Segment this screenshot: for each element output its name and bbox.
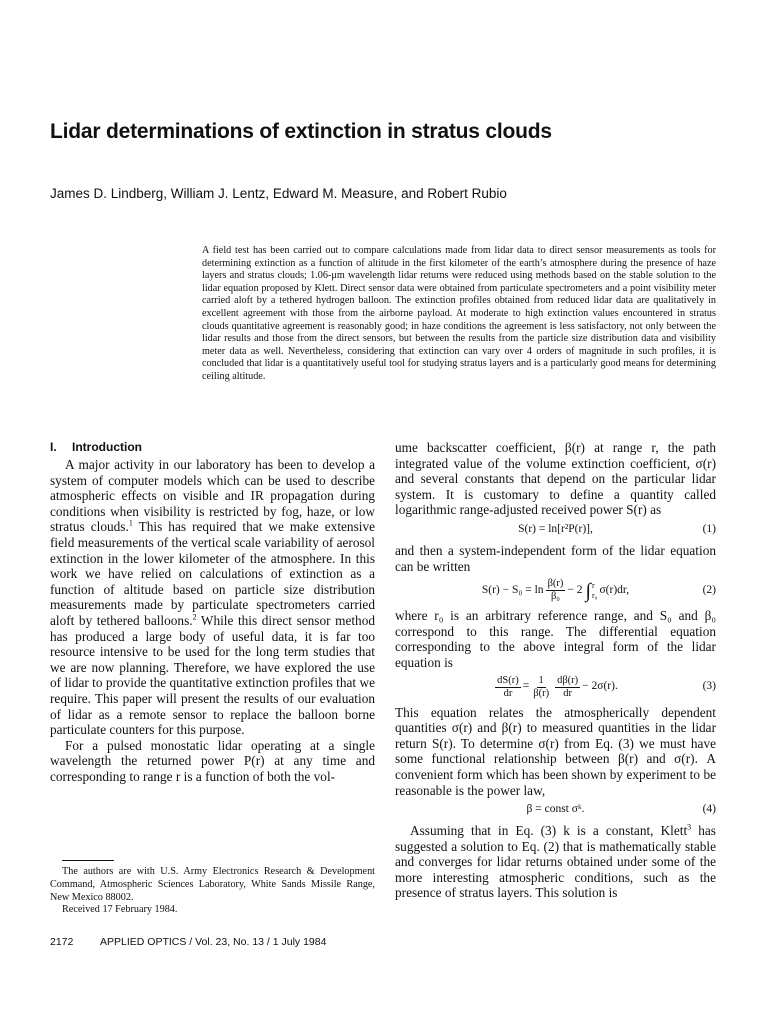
equation-body: S(r) = ln[r²P(r)], (518, 523, 593, 536)
fraction-numerator: 1 (538, 674, 544, 686)
fraction-denominator: β₀ (550, 591, 560, 603)
paragraph-text: has suggested a solution to Eq. (2) that is mathematically stable and converges for lidar returns obtained under some of the more interesting atmospheric conditions, such as the presence of stratus layers. This solution is (395, 823, 716, 901)
equation-lhs: S(r) − S₀ = ln (481, 583, 544, 596)
fraction-denominator: β(r) (533, 687, 550, 699)
paragraph: ume backscatter coefficient, β(r) at range r, the path integrated value of the volume extinction coefficient, σ(r) and several constants that depend on the particular lidar system. It is customary to define a quantity called logarithmic range-adjusted received power S(r) as (395, 440, 716, 518)
paragraph-text: This has required that we make extensive field measurements of the vertical scale variability of aerosol extinction in the lower kilometer of the atmosphere. In this work we have relied on calculations of extinction as a function of altitude based on particle size distribution measurements made by particulate spectrometers carried aloft by tethered balloons. (50, 519, 375, 628)
footnote (50, 866, 375, 917)
integral-sign: ∫ (585, 579, 592, 602)
fraction-numerator: dS(r) (497, 674, 519, 686)
reference-marker: 2 (192, 612, 197, 622)
reference-marker: 1 (128, 518, 133, 528)
paragraph-text: Assuming that in Eq. (3) k is a constant, Klett (410, 823, 688, 839)
equation-number: (4) (702, 803, 716, 816)
footnote-affiliation: The authors are with U.S. Army Electronics Research & Development Command, Atmospheric Sciences Laboratory, White Sands Missile Range, New Mexico 88002. (50, 866, 375, 903)
footnote-received: Received 17 February 1984. (62, 904, 178, 916)
equation-4 (395, 802, 716, 818)
equation-rhs: σ(r)dr, (599, 583, 630, 596)
equation-fraction (555, 675, 580, 700)
upper-limit: r (592, 580, 595, 590)
reference-marker: 3 (687, 822, 692, 832)
equation-number: (1) (702, 523, 716, 536)
equals-sign: = (522, 680, 530, 693)
paragraph (395, 823, 716, 901)
fraction-denominator: dr (503, 687, 513, 699)
abstract: A field test has been carried out to compare calculations made from lidar data to direct sensor measurements as tools for determining extinction as a function of altitude in the first kilometer of the earth’s atmosphere during the presence of haze layers and stratus clouds; 1.06-μm wavelength lidar returns were reduced using methods based on the stable solution to the lidar equation proposed by Klett. Direct sensor data were obtained from particulate spectrometers and a point visibility meter carried aloft by a tethered hydrogen balloon. The extinction profiles obtained from reduced lidar data are qualitatively in excellent agreement with those from the airborne payload. At moderate to high extinction values encountered in stratus clouds quantitative agreement is reasonably good; in haze conditions the agreement is less satisfactory, not only between the lidar results and those from the direct sensors, but between the results from the particle size distribution data and visibility meter data as well. Nevertheless, considering that extinction can vary over 4 orders of magnitude in such profiles, it is concluded that lidar is a quantitatively useful tool for studying stratus layers and is a particularly good means for determining ceiling altitude. (202, 245, 716, 382)
running-footer (50, 936, 450, 948)
lower-limit: r₀ (592, 590, 598, 600)
author-list: James D. Lindberg, William J. Lentz, Edward M. Measure, and Robert Rubio (50, 186, 507, 201)
paragraph-text: A major activity in our laboratory has been to develop a system of computer models which can be used to describe atmospheric effects on visible and IR propagation during conditions when visibility is restricted by fog, haze, or low stratus clouds. (50, 457, 375, 535)
equation-fraction (546, 578, 566, 603)
journal-citation: APPLIED OPTICS / Vol. 23, No. 13 / 1 July 1984 (100, 936, 327, 948)
section-title: Introduction (72, 440, 142, 454)
paragraph: and then a system-independent form of the lidar equation can be written (395, 542, 716, 574)
fraction-numerator: β(r) (547, 578, 564, 590)
equation-1 (395, 522, 716, 538)
page-number: 2172 (50, 936, 74, 948)
equation-fraction (495, 675, 521, 700)
equation-number: (2) (702, 583, 716, 596)
left-column (50, 440, 375, 784)
paper-title: Lidar determinations of extinction in stratus clouds (50, 120, 552, 143)
equation-rhs: − 2σ(r). (582, 680, 618, 693)
equation-2 (395, 578, 716, 603)
paragraph (50, 457, 375, 738)
equation-operator: − 2 (567, 583, 583, 596)
paragraph: For a pulsed monostatic lidar operating at a single wavelength the returned power P(r) at any time and corresponding to range r is a function of both the vol- (50, 737, 375, 784)
equation-number: (3) (702, 680, 716, 693)
footnote-rule (62, 860, 114, 861)
paragraph-text: While this direct sensor method has produced a large body of useful data, it is far too resource intensive to be used for the long term studies that we are now planning. Therefore, we have explored the use of lidar to provide the quantitative extinction profiles that we require. This paper will present the results of our evaluation of lidar as a remote sensor to replace the balloon borne particulate counters for this purpose. (50, 612, 375, 738)
equation-body: β = const σᵏ. (526, 803, 585, 816)
section-heading (50, 440, 375, 455)
equation-fraction (531, 675, 551, 700)
equation-3 (395, 675, 716, 700)
right-column (395, 440, 716, 901)
paragraph: where r₀ is an arbitrary reference range, and S₀ and β₀ correspond to this range. The differential equation corresponding to the above integral form of the lidar equation is (395, 608, 716, 670)
fraction-denominator: dr (563, 687, 572, 699)
integral-limits (592, 581, 597, 601)
section-number: I. (50, 440, 57, 454)
fraction-numerator: dβ(r) (557, 674, 579, 686)
paragraph: This equation relates the atmospherically dependent quantities σ(r) and β(r) to measured quantities in the lidar return S(r). To determine σ(r) from Eq. (3) we must have some functional relationship between β(r) and σ(r). A convenient form which has been shown by experiment to be reasonable is the power law, (395, 704, 716, 798)
